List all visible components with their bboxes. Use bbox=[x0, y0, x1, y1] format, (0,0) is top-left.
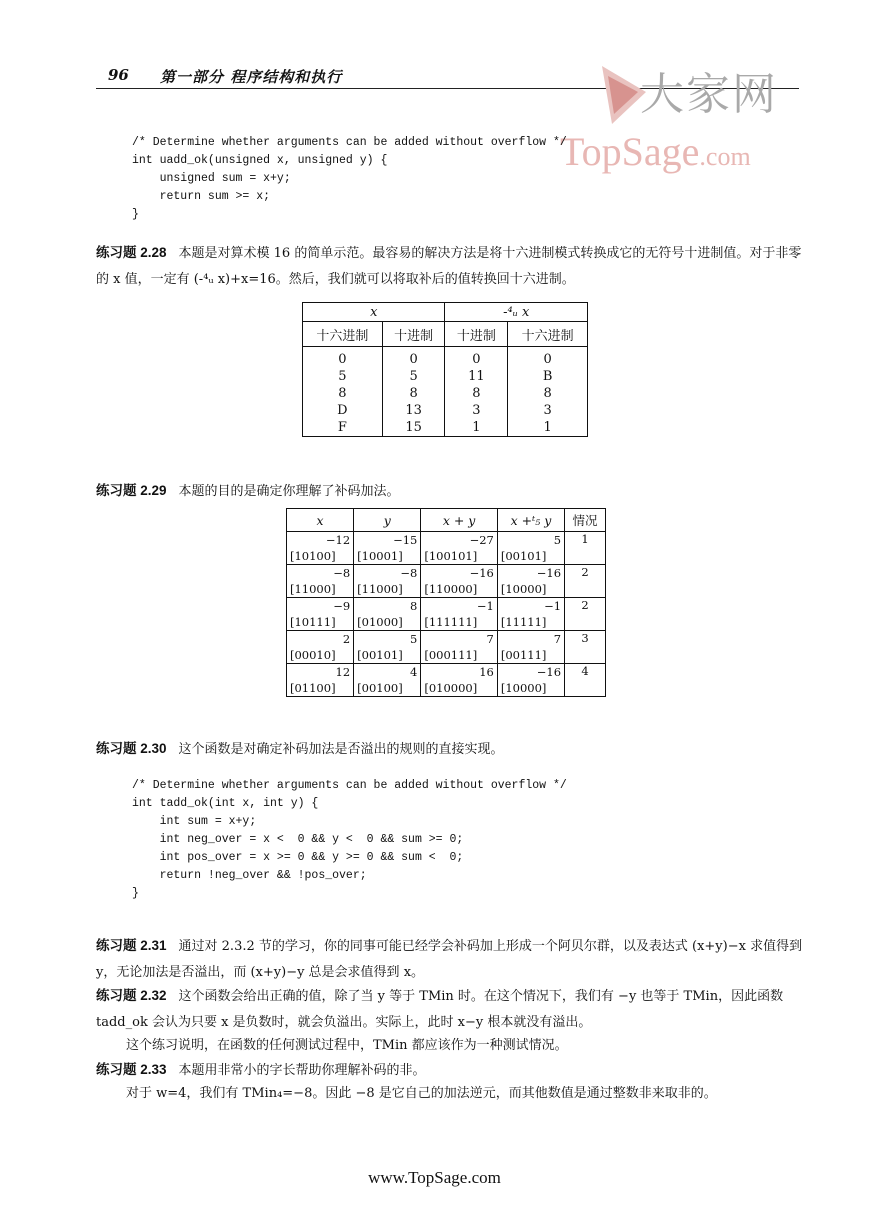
cell: −12 bbox=[287, 532, 354, 549]
cell: 5 bbox=[497, 532, 564, 549]
exercise-2-28 bbox=[96, 240, 804, 293]
table-row bbox=[287, 631, 606, 648]
code-uadd-ok: /* Determine whether arguments can be added without overflow */ int uadd_ok(unsigned x, unsigned y) { unsigned sum = x+y; return sum >= x; } bbox=[132, 136, 567, 221]
cell: −15 bbox=[354, 532, 421, 549]
cell: 5 bbox=[303, 368, 383, 385]
col-header: 十进制 bbox=[382, 322, 445, 347]
table-row bbox=[303, 347, 588, 369]
cell: 1 bbox=[508, 419, 588, 437]
cell: [10111] bbox=[287, 614, 354, 631]
exercise-2-32 bbox=[96, 983, 804, 1036]
cell: 11 bbox=[445, 368, 508, 385]
exercise-text: 这个函数是对确定补码加法是否溢出的规则的直接实现。 bbox=[178, 742, 504, 757]
cell: D bbox=[303, 402, 383, 419]
cell: 3 bbox=[508, 402, 588, 419]
group-header-x: x bbox=[303, 303, 445, 322]
cell: 7 bbox=[421, 631, 498, 648]
case-cell: 2 bbox=[565, 598, 606, 631]
exercise-text: 本题用非常小的字长帮助你理解补码的非。 bbox=[178, 1063, 426, 1078]
exercise-2-29 bbox=[96, 478, 804, 505]
watermark-en bbox=[560, 128, 751, 175]
watermark-cn: 大家网 bbox=[640, 69, 778, 120]
table-row bbox=[287, 680, 606, 697]
section-title: 第一部分 程序结构和执行 bbox=[160, 68, 343, 86]
cell: [01100] bbox=[287, 680, 354, 697]
cell: [010000] bbox=[421, 680, 498, 697]
exercise-2-31 bbox=[96, 933, 804, 986]
group-header-negx: -⁴ᵤ x bbox=[445, 303, 588, 322]
table-row bbox=[287, 614, 606, 631]
col-header: 情况 bbox=[565, 509, 606, 532]
hex-complement-table bbox=[302, 302, 588, 437]
exercise-2-30 bbox=[96, 736, 804, 763]
cell: [110000] bbox=[421, 581, 498, 598]
cell: 5 bbox=[382, 368, 445, 385]
cell: [100101] bbox=[421, 548, 498, 565]
cell: 8 bbox=[303, 385, 383, 402]
cell: −8 bbox=[354, 565, 421, 582]
cell: −1 bbox=[497, 598, 564, 615]
exercise-2-33-note: 对于 w=4，我们有 TMin₄=−8。因此 −8 是它自己的加法逆元，而其他数值是通过整数非来取非的。 bbox=[126, 1086, 717, 1101]
cell: [000111] bbox=[421, 647, 498, 664]
cell: [10000] bbox=[497, 581, 564, 598]
col-header: 十进制 bbox=[445, 322, 508, 347]
cell: 5 bbox=[354, 631, 421, 648]
table-row bbox=[303, 385, 588, 402]
case-cell: 2 bbox=[565, 565, 606, 598]
cell: 8 bbox=[445, 385, 508, 402]
tadd-table bbox=[286, 508, 606, 697]
table-row bbox=[287, 565, 606, 582]
watermark-en-name: TopSage bbox=[560, 129, 700, 174]
exercise-label: 练习题 2.32 bbox=[96, 988, 167, 1003]
cell: 1 bbox=[445, 419, 508, 437]
cell: −27 bbox=[421, 532, 498, 549]
cell: B bbox=[508, 368, 588, 385]
cell: 0 bbox=[303, 347, 383, 369]
page-number: 96 bbox=[108, 66, 129, 84]
cell: 2 bbox=[287, 631, 354, 648]
cell: 4 bbox=[354, 664, 421, 681]
cell: 0 bbox=[445, 347, 508, 369]
exercise-label: 练习题 2.30 bbox=[96, 741, 167, 756]
cell: [11111] bbox=[497, 614, 564, 631]
cell: [11000] bbox=[287, 581, 354, 598]
table-row bbox=[287, 548, 606, 565]
cell: −16 bbox=[421, 565, 498, 582]
cell: 0 bbox=[382, 347, 445, 369]
exercise-text: 这个函数会给出正确的值，除了当 y 等于 TMin 时。在这个情况下，我们有 −y 也等于 TMin，因此函数 tadd_ok 会认为只要 x 是负数时，就会负溢出。实际上，此时 x−y 根本就没有溢出。 bbox=[96, 989, 784, 1030]
table-row bbox=[287, 647, 606, 664]
cell: [10000] bbox=[497, 680, 564, 697]
table-row bbox=[287, 532, 606, 549]
cell: [00111] bbox=[497, 647, 564, 664]
exercise-label: 练习题 2.33 bbox=[96, 1062, 167, 1077]
exercise-label: 练习题 2.31 bbox=[96, 938, 167, 953]
col-header: x +ᵗ₅ y bbox=[497, 509, 564, 532]
table-row bbox=[287, 598, 606, 615]
col-header: x + y bbox=[421, 509, 498, 532]
cell: F bbox=[303, 419, 383, 437]
cell: −1 bbox=[421, 598, 498, 615]
cell: [00100] bbox=[354, 680, 421, 697]
table-row bbox=[303, 368, 588, 385]
table-row bbox=[303, 402, 588, 419]
col-header: 十六进制 bbox=[508, 322, 588, 347]
exercise-label: 练习题 2.28 bbox=[96, 245, 167, 260]
cell: [11000] bbox=[354, 581, 421, 598]
cell: 13 bbox=[382, 402, 445, 419]
cell: 3 bbox=[445, 402, 508, 419]
cell: [10001] bbox=[354, 548, 421, 565]
cell: 16 bbox=[421, 664, 498, 681]
cell: 0 bbox=[508, 347, 588, 369]
case-cell: 1 bbox=[565, 532, 606, 565]
exercise-text: 通过对 2.3.2 节的学习，你的同事可能已经学会补码加上形成一个阿贝尔群，以及表达式 (x+y)−x 求值得到 y，无论加法是否溢出，而 (x+y)−y 总是会求值得到 x。 bbox=[96, 939, 803, 980]
table-row bbox=[287, 581, 606, 598]
cell: [10100] bbox=[287, 548, 354, 565]
cell: 8 bbox=[382, 385, 445, 402]
watermark-en-suffix: .com bbox=[699, 142, 751, 171]
table-row bbox=[303, 419, 588, 437]
cell: [00101] bbox=[354, 647, 421, 664]
exercise-2-33 bbox=[96, 1057, 804, 1084]
exercise-2-32-note: 这个练习说明，在函数的任何测试过程中，TMin 都应该作为一种测试情况。 bbox=[126, 1038, 568, 1053]
cell: −16 bbox=[497, 664, 564, 681]
table-row bbox=[287, 664, 606, 681]
col-header: 十六进制 bbox=[303, 322, 383, 347]
case-cell: 4 bbox=[565, 664, 606, 697]
exercise-text: 本题是对算术模 16 的简单示范。最容易的解决方法是将十六进制模式转换成它的无符号十进制值。对于非零的 x 值，一定有 (-⁴ᵤ x)+x=16。然后，我们就可以将取补后的值转换回十六进制。 bbox=[96, 246, 802, 287]
col-header: x bbox=[287, 509, 354, 532]
cell: 8 bbox=[354, 598, 421, 615]
cell: [01000] bbox=[354, 614, 421, 631]
cell: 7 bbox=[497, 631, 564, 648]
case-cell: 3 bbox=[565, 631, 606, 664]
code-tadd-ok: /* Determine whether arguments can be added without overflow */ int tadd_ok(int x, int y) { int sum = x+y; int neg_over = x < 0 && y < 0 && sum >= 0; int pos_over = x >= 0 && y >= 0 && sum < 0; return !neg_over && !pos_over; } bbox=[132, 779, 567, 900]
cell: 12 bbox=[287, 664, 354, 681]
cell: [111111] bbox=[421, 614, 498, 631]
exercise-label: 练习题 2.29 bbox=[96, 483, 167, 498]
cell: −8 bbox=[287, 565, 354, 582]
cell: 15 bbox=[382, 419, 445, 437]
cell: −16 bbox=[497, 565, 564, 582]
cell: 8 bbox=[508, 385, 588, 402]
exercise-text: 本题的目的是确定你理解了补码加法。 bbox=[178, 484, 400, 499]
footer-url: www.TopSage.com bbox=[368, 1168, 501, 1187]
cell: [00010] bbox=[287, 647, 354, 664]
cell: −9 bbox=[287, 598, 354, 615]
cell: [00101] bbox=[497, 548, 564, 565]
col-header: y bbox=[354, 509, 421, 532]
